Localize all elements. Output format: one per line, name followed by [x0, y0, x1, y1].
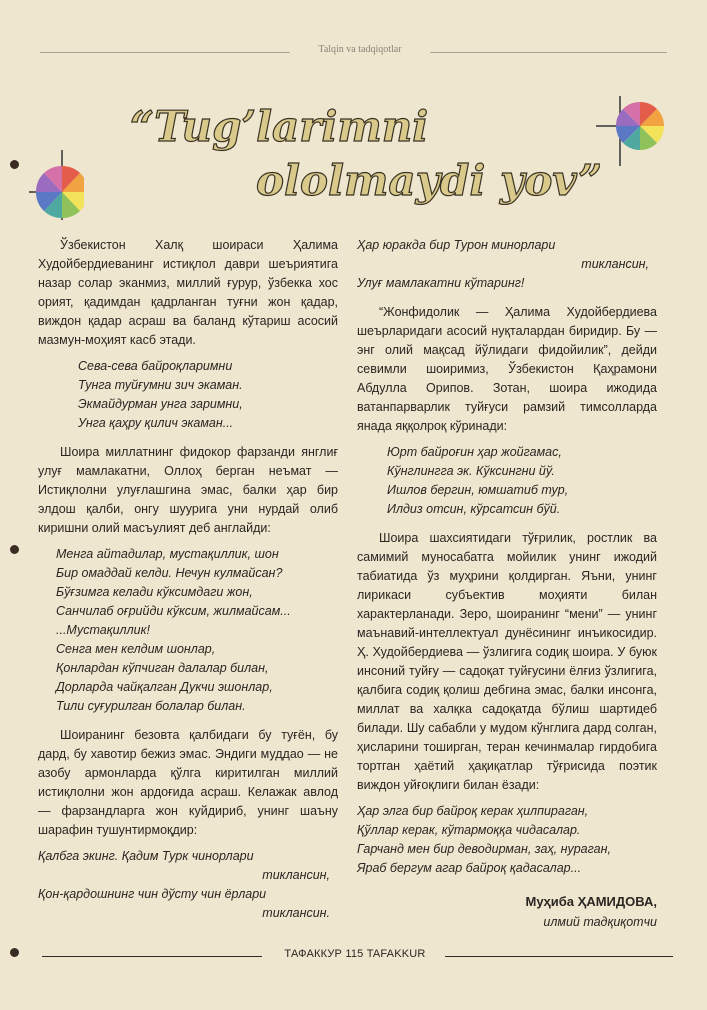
binding-hole [10, 948, 19, 957]
poem-line: Ҳар элга бир байроқ керак ҳилпираган, [357, 804, 589, 818]
section-header: Talqin va tadqiqotlar [290, 44, 430, 55]
poem-line: Сенга мен келдим шонлар, [56, 642, 216, 656]
paragraph: Шоира шахсиятидаги тўғрилик, ростлик ва самимий муносабатга мойилик унинг ижодий табиатида ўз муҳрини қолдирган. Яъни, унинг лирикаси субъектив моҳияти билан характерланади. Зеро, шоиранинг “мени” — унинг маънавий-интеллектуал дунёсининг инъикосидир. Ҳ. Худойбердиева — ўзлигига содиқ шоира. У буюк инсоний туйғу — садоқат туйғусини ёлғиз ўзлигига, қалбига содиқ қолиш дебгина эмас, балки инсонга, миллат ва халқка садоқатда бўлиш шартидеб билади. Шу сабабли у мудом кўнглига дард солган, ҳисларини тоширган, теран кечинмалар гирдобига тортган ҳаётий ҳақиқатлар тўғрисида поэтик виждон уйғоқлиги билан ёзади: [357, 531, 657, 792]
binding-hole [10, 160, 19, 169]
title-line-1: “Tug’larimni [130, 102, 429, 151]
poem-line: Кўнглингга эк. Кўксингни йў. [387, 464, 555, 478]
article-title [120, 95, 600, 205]
poem-line: Экмайдурман унга заримни, [78, 397, 243, 411]
poem-line: тиклансин. [262, 906, 330, 920]
poem-line: Улуғ мамлакатни кўтаринг! [357, 276, 525, 290]
poem-line: Яраб бергум агар байроқ қадасалар... [357, 861, 582, 875]
title-line-2: ololmaydi yov” [256, 156, 600, 205]
paragraph: Шоиранинг безовта қалбидаги бу туғён, бу дард, бу хавотир бежиз эмас. Эндиги муддао — не азобу армонларда қўлга киритилган миллий истиқлолни жон ардоғида асраш. Келажак авлод — фарзандларга жон куйдириб, унинг шаъну шарафин тушунтирмоқдир: [38, 728, 338, 837]
paragraph: “Жонфидолик — Ҳалима Худойбердиева шеърларидаги асосий нуқталардан биридир. Бу — энг олий мақсад йўлидаги фидойилик”, дейди севимли шоиримиз, Ўзбекистон Қаҳрамони Абдулла Орипов. Зотан, шоира ижодида ватанпарварлик туйғуси рамзий тимсолларда янада яққолроқ кўринади: [357, 305, 657, 433]
poem-line: Тунга туйғумни зич экаман. [78, 378, 243, 392]
poem-line: Менга айтадилар, мустақиллик, шон [56, 547, 279, 561]
poem-quote [357, 236, 657, 293]
author-name: Муҳиба ҲАМИДОВА, [525, 894, 657, 909]
binding-hole [10, 545, 19, 554]
poem-line: Бир омаддай келди. Нечун кулмайсан? [56, 566, 283, 580]
right-column [357, 236, 657, 932]
footer-page-label: ТАФАККУР 115 TAFAKKUR [284, 948, 426, 960]
poem-line: Унга қаҳру қилич экаман... [78, 416, 234, 430]
poem-quote [38, 545, 338, 716]
color-wheel-left-icon [24, 150, 84, 220]
page-footer [20, 948, 680, 964]
poem-line: Ишлов бергин, юмшатиб тур, [387, 483, 569, 497]
poem-line: Дорларда чайқалган Дукчи эшонлар, [56, 680, 273, 694]
poem-line: Юрт байроғин ҳар жойгамас, [387, 445, 562, 459]
poem-line: Санчилаб оғрийди кўксим, жилмайсам... [56, 604, 291, 618]
poem-line: Ҳар юракда бир Турон минорлари [357, 238, 556, 252]
poem-line: Қон-қардошнинг чин дўсту чин ёрлари [38, 887, 267, 901]
poem-line: Сева-сева байроқларимни [78, 359, 233, 373]
color-wheel-right-icon [596, 96, 666, 166]
paragraph: Шоира миллатнинг фидокор фарзанди янглиғ улуғ мамлакатни, Оллоҳ берган неъмат — Истиқлолни улуғлашгина эмас, балки ҳар бир элдош қалби, онгу шуурига уни нурдай олиб киришни олий масъулият деб англайди: [38, 445, 338, 535]
poem-line: Қалбга экинг. Қадим Турк чинорлари [38, 849, 254, 863]
left-column [38, 236, 338, 933]
poem-quote [38, 357, 338, 433]
paragraph: Ўзбекистон Халқ шоираси Ҳалима Худойбердиеванинг истиқлол даври шеъриятига назар солар эканмиз, миллий ғурур, ўзбекка хос орият, қадимдан қадрланган туғни жон қадар, виждон қадар асраш ва баланд кўтариш асосий мазмун-моҳият касб этади. [38, 238, 338, 347]
poem-line: Илдиз отсин, кўрсатсин бўй. [387, 502, 561, 516]
poem-line: тиклансин, [581, 257, 649, 271]
poem-line: Қўллар керак, кўтармоққа чидасалар. [357, 823, 581, 837]
author-role: илмий тадқиқотчи [543, 915, 657, 929]
poem-line: Тили суғурилган болалар билан. [56, 699, 246, 713]
poem-quote [38, 847, 338, 923]
footer-rule-left [42, 956, 262, 957]
footer-rule-right [445, 956, 673, 957]
poem-line: тиклансин, [262, 868, 330, 882]
poem-quote [357, 443, 657, 519]
poem-quote [357, 802, 657, 878]
poem-line: Гарчанд мен бир деводирман, заҳ, нураган, [357, 842, 611, 856]
poem-line: Қонлардан кўпчиган далалар билан, [56, 661, 269, 675]
poem-line: ...Мустақиллик! [56, 623, 150, 637]
poem-line: Бўғзимга келади кўксимдаги жон, [56, 585, 253, 599]
